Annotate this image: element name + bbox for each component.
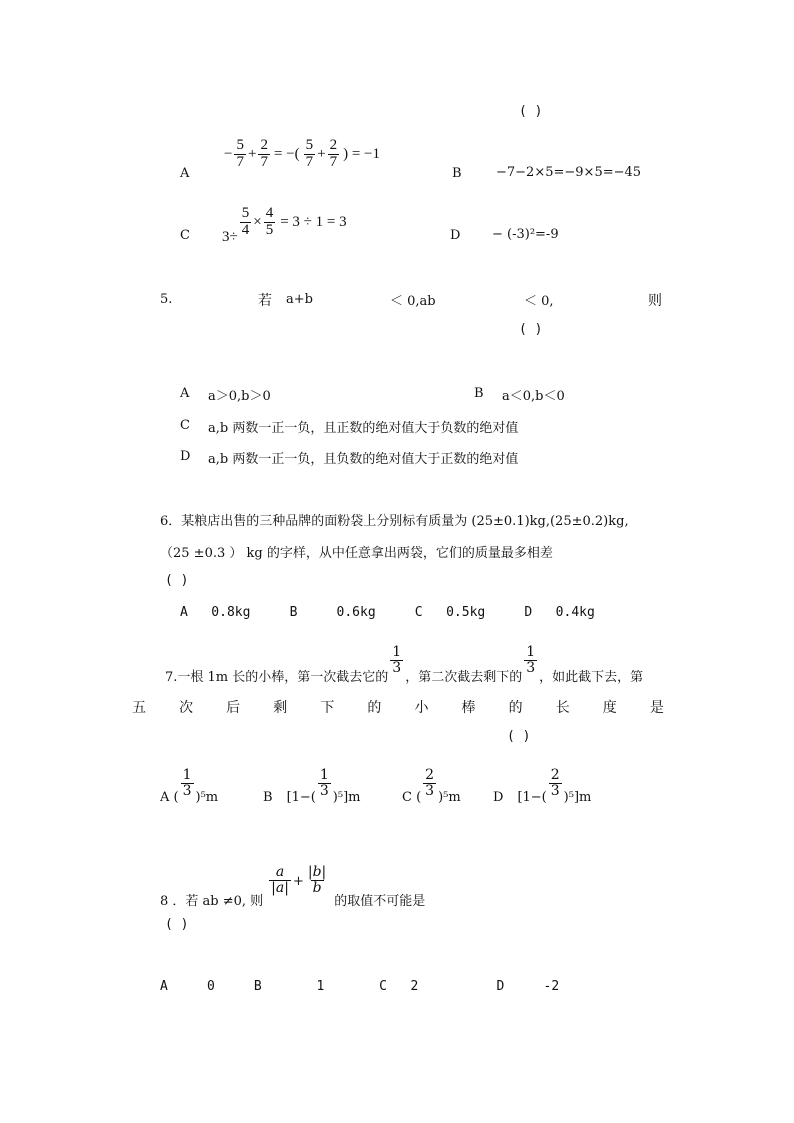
q6-options: A 0.8kg B 0.6kg C 0.5kg D 0.4kg <box>180 605 595 620</box>
fraction: $\frac{5}{7}$ <box>305 137 314 170</box>
fraction: $\frac{1}{3}$ <box>392 644 402 676</box>
q4-option-d-expression: − (-3)²=-9 <box>492 227 559 242</box>
fraction: $\frac{1}{3}$ <box>182 767 192 799</box>
fraction: $\frac{2}{7}$ <box>329 137 338 170</box>
q5-option-d-letter: D <box>180 449 191 464</box>
q7-answer-paren: ( ) <box>507 729 531 744</box>
q4-option-a-letter: A <box>180 166 190 181</box>
fraction: $\frac{2}{7}$ <box>260 137 268 170</box>
q5-lt-ab: ＜ 0,ab <box>390 294 436 309</box>
q5-sum: a+b <box>286 292 313 307</box>
q4-option-c-letter: C <box>180 228 190 243</box>
q5-lt-zero: ＜ 0, <box>524 294 554 309</box>
q5-number: 5. <box>160 292 173 307</box>
q5-option-a-text: a＞0,b＞0 <box>208 389 271 404</box>
q7-line-2: 五 次 后 剩 下 的 小 棒 的 长 度 是 <box>132 700 664 716</box>
fraction: $\frac{5}{7}$ <box>236 137 244 170</box>
q4-option-a-expression: − $\frac{5}{7}$ + $\frac{2}{7}$ = −( $\frac{5}{7}$ + $\frac{2}{7}$ ) = −1 <box>224 137 380 170</box>
q5-option-c-text: a,b 两数一正一负，且正数的绝对值大于负数的绝对值 <box>208 421 519 436</box>
q4-answer-paren: ( ) <box>519 104 543 119</box>
q4-option-c-expression: 3÷ $\frac{5}{4}$ × $\frac{4}{5}$ = 3 ÷ 1 = 3 <box>222 205 347 245</box>
q7-option-b: B [1−( $\frac{1}{3}$ )⁵]m <box>263 767 361 805</box>
q6-answer-paren: ( ) <box>165 573 189 588</box>
q5-ruo: 若 <box>258 293 272 309</box>
q6-line-2: （25 ±0.3 ） kg 的字样，从中任意拿出两袋，它们的质量最多相差 <box>160 546 553 561</box>
fraction: $\frac{1}{3}$ <box>526 644 536 676</box>
fraction: $\frac{|b|}{b}$ <box>307 864 327 896</box>
q5-option-c-letter: C <box>180 418 190 433</box>
fraction: $\frac{5}{4}$ <box>241 205 250 238</box>
fraction: $\frac{2}{3}$ <box>425 767 435 799</box>
q7-option-c: C ( $\frac{2}{3}$ )⁵m <box>402 767 461 805</box>
q5-option-b-text: a＜0,b＜0 <box>502 389 565 404</box>
q8-answer-paren: ( ) <box>165 917 189 932</box>
q5-option-b-letter: B <box>474 386 484 401</box>
q5-option-d-text: a,b 两数一正一负，且负数的绝对值大于正数的绝对值 <box>208 452 519 467</box>
fraction: $\frac{4}{5}$ <box>265 205 274 238</box>
q4-option-b-expression: −7−2×5=−9×5=−45 <box>496 165 642 180</box>
q5-answer-paren: ( ) <box>519 322 543 337</box>
fraction: $\frac{1}{3}$ <box>319 767 329 799</box>
q7-option-d: D [1−( $\frac{2}{3}$ )⁵]m <box>493 767 592 805</box>
fraction: $\frac{2}{3}$ <box>550 767 560 799</box>
q8-question: 8 ．若 ab ≠0, 则 $\frac{a}{|a|}$ + $\frac{|b|}{b}$ 的取值不可能是 <box>160 864 426 909</box>
q8-options: A 0 B 1 C 2 D -2 <box>160 979 560 994</box>
q6-line-1: 6．某粮店出售的三种品牌的面粉袋上分别标有质量为 (25±0.1)kg,(25±0.2)kg, <box>160 514 629 529</box>
fraction: $\frac{a}{|a|}$ <box>271 864 289 896</box>
q5-option-a-letter: A <box>180 386 190 401</box>
q7-option-a: A ( $\frac{1}{3}$ )⁵m <box>160 767 219 805</box>
q7-line-1: 7.一根 1m 长的小棒，第一次截去它的 $\frac{1}{3}$ ，第二次截去剩下的 $\frac{1}{3}$ ，如此截下去，第 <box>165 644 644 685</box>
q5-ze: 则 <box>648 293 662 309</box>
q4-option-d-letter: D <box>450 228 461 243</box>
q4-option-b-letter: B <box>452 166 462 181</box>
